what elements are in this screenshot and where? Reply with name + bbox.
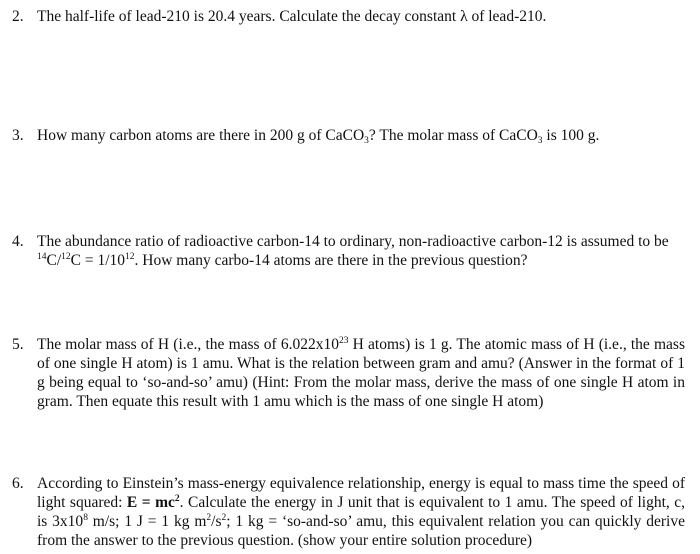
question-number: 4. (12, 233, 24, 250)
question-4 (0, 232, 700, 270)
question-number: 3. (12, 127, 24, 144)
question-2 (0, 7, 700, 26)
question-number: 6. (12, 475, 24, 492)
question-3 (0, 126, 700, 145)
equation-emc2: $E = mc^2$ (126, 494, 180, 511)
question-text: The molar mass of H (i.e., the mass of $6.022x10^{23}$ H atoms) is 1 g. The atomic mass of H (i.e., the mass of one single H atom) is 1 amu. What is the relation between gram and amu? (Answer in the format of 1 g being equal to ‘so-and-so’ amu) (Hint: From the molar mass, derive the mass of one single H atom in gram. Then equate this result with 1 amu which is the mass of one single H atom) (37, 336, 685, 410)
question-5 (0, 335, 700, 411)
question-number: 2. (12, 8, 24, 25)
question-number: 5. (12, 336, 24, 353)
question-text: How many carbon atoms are there in 200 g of CaCO$_3$? The molar mass of CaCO$_3$ is 100 g. (37, 127, 600, 146)
question-text: The abundance ratio of radioactive carbon-14 to ordinary, non-radioactive carbon-12 is assumed to be $^{14}C/^{12}C = 1/10^{12}$. How many carbo-14 atoms are there in the previous question? (37, 233, 669, 269)
question-text: The half-life of lead-210 is 20.4 years. Calculate the decay constant λ of lead-210. (37, 8, 547, 25)
question-6 (0, 474, 700, 550)
question-text: According to Einstein’s mass-energy equivalence relationship, energy is equal to mass time the speed of light squared: $E = mc^2$. Calculate the energy in J unit that is equivalent to 1 amu. The speed of light, c, is $3x10^8$ m/s; 1 J = 1 kg $m^2/s^2$; 1 kg = ‘so-and-so’ amu, this equivalent relation you can quickly derive from the answer to the previous question. (show your entire solution procedure) (37, 475, 685, 549)
